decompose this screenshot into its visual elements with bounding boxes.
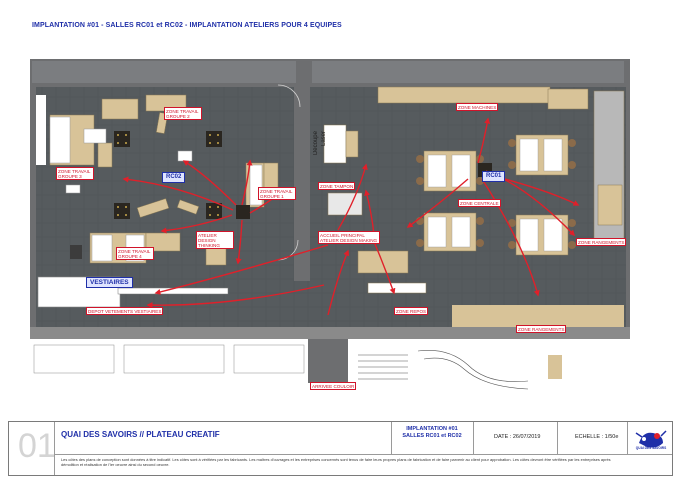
quai-des-savoirs-logo (633, 427, 669, 451)
zone-label-rangements-bottom: ZONE RANGEMENTS (518, 326, 565, 332)
zone-label-arrivee: ARRIVEE COULOIR (312, 383, 355, 389)
zone-label-groupe4: ZONE TRAVAIL GROUPE 4 (116, 247, 154, 260)
divider (54, 454, 672, 455)
zone-label-rangements-right: ZONE RANGEMENTS (578, 239, 625, 245)
room-tag-vestiaires: VESTIAIRES (86, 277, 133, 288)
page-title: IMPLANTATION #01 - SALLES RC01 et RC02 - IMPLANTATION ATELIERS POUR 4 EQUIPES (32, 22, 342, 29)
floor-plan-drawing (28, 55, 640, 393)
zone-label-depot: DEPOT VETEMENTS VESTIAIRES (88, 308, 162, 314)
divider (54, 422, 55, 475)
zone-label-machines: ZONE MACHINES (458, 104, 497, 110)
laser-label: Laser (321, 131, 327, 147)
zone-label-groupe2: ZONE TRAVAIL GROUPE 2 (164, 107, 202, 120)
implantation-line2: SALLES RC01 et RC02 (402, 433, 462, 439)
zone-label-tampon: ZONE TAMPON (320, 183, 354, 189)
title-block (8, 421, 673, 476)
project-title: QUAI DES SAVOIRS // PLATEAU CREATIF (61, 430, 220, 439)
zone-label-groupe1: ZONE TRAVAIL GROUPE 1 (258, 187, 296, 200)
zone-label-centrale: ZONE CENTRALE (460, 200, 499, 206)
divider (627, 422, 628, 454)
zone-label-accueil: ACCUEIL PRINCIPAL ATELIER DESIGN MAKING (318, 231, 380, 244)
room-tag-rc02: RC02 (162, 172, 185, 183)
sheet-number: 01 (18, 427, 56, 465)
divider (557, 422, 558, 454)
implantation-line1: IMPLANTATION #01 (406, 426, 458, 432)
divider (473, 422, 474, 454)
scale-field: ECHELLE : 1/50e (575, 434, 619, 440)
svg-text:QUAI DES SAVOIRS: QUAI DES SAVOIRS (635, 446, 667, 450)
zone-label-design-thinking: ATELIER DESIGN THINKING (196, 231, 234, 249)
divider (391, 422, 392, 454)
zone-label-groupe3: ZONE TRAVAIL GROUPE 3 (56, 167, 94, 180)
decoupe-label: Découpe (313, 131, 319, 156)
floor-plan (28, 55, 640, 393)
zone-label-repos: ZONE REPOS (396, 308, 427, 314)
implantation-block (397, 426, 467, 440)
date-field: DATE : 26/07/2019 (494, 434, 541, 440)
legal-notes: Les côtes des plans de conception sont données à titre indicatif. Les côtes sont à vérifiées par les fabricants. Les maîtres d'ouvrages et les entreprises concernés sont tenus de faire leurs propres plans de fabrication et de faire parvenir au client pour approbation. Les côtes devront être vérifiées par les entreprises après démolition et réalisation de l'ler oeuvre ainsi du second oeuvre. (61, 457, 611, 468)
room-tag-rc01: RC01 (482, 171, 505, 182)
